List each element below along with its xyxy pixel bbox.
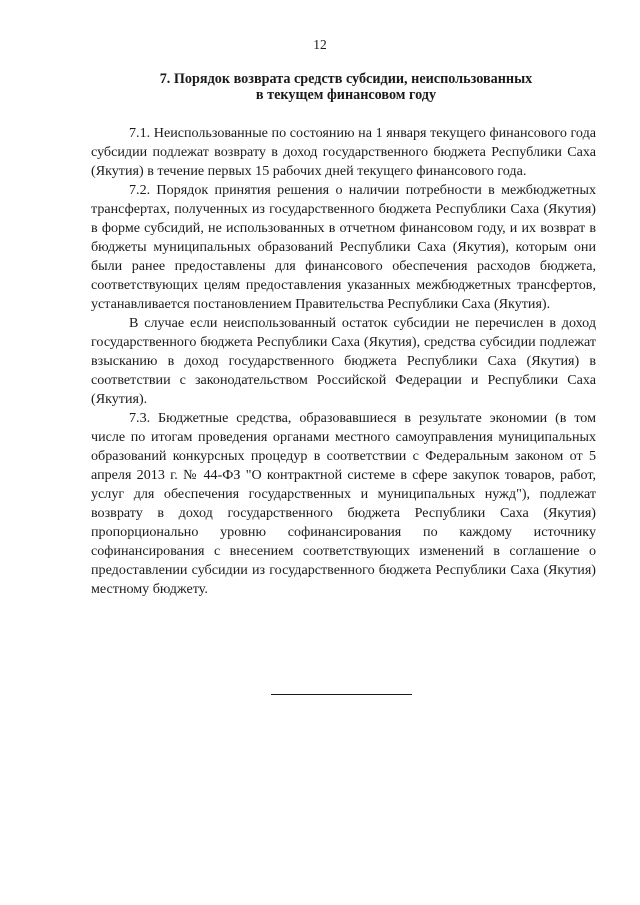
paragraph-7-2: 7.2. Порядок принятия решения о наличии потребности в межбюджетных трансфертах, полученных из государственного бюджета Республики Саха (Якутия) в форме субсидий, не использованных в отчетном финансовом году, и их возврат в бюджеты муниципальных образований Республики Саха (Якутия), которым они были ранее предоставлены для финансового обеспечения расходов бюджета, соответствующих целям предоставления указанных межбюджетных трансфертов, устанавливается постановлением Правительства Республики Саха (Якутия).	[91, 182, 596, 312]
section-heading-line-2: в текущем финансовом году	[255, 87, 437, 103]
document-body	[91, 124, 596, 599]
paragraph-7-1: 7.1. Неиспользованные по состоянию на 1 января текущего финансового года субсидии подлежат возврату в доход государственного бюджета Республики Саха (Якутия) в течение первых 15 рабочих дней текущего финансового года.	[91, 125, 596, 179]
paragraph-7-3: 7.3. Бюджетные средства, образовавшиеся в результате экономии (в том числе по итогам проведения органами местного самоуправления муниципальных образований конкурсных процедур в соответствии с Федеральным законом от 5 апреля 2013 г. № 44-ФЗ "О контрактной системе в сфере закупок товаров, работ, услуг для обеспечения государственных и муниципальных нужд"), подлежат возврату в доход государственного бюджета Республики Саха (Якутия) пропорционально уровню софинансирования по каждому источнику софинансирования с внесением соответствующих изменений в соглашение о предоставлении субсидии из государственного бюджета Республики Саха (Якутия) местному бюджету.	[91, 410, 596, 597]
section-heading-line-1: 7. Порядок возврата средств субсидии, неиспользованных	[159, 71, 533, 87]
page-number: 12	[313, 37, 327, 52]
paragraph-7-2-continued: В случае если неиспользованный остаток субсидии не перечислен в доход государственного бюджета Республики Саха (Якутия), средства субсидии подлежат взысканию в доход государственного бюджета Республики Саха (Якутия) в соответствии с законодательством Российской Федерации и Республики Саха (Якутия).	[91, 315, 596, 407]
section-heading	[96, 71, 596, 103]
end-separator-line	[271, 694, 412, 695]
